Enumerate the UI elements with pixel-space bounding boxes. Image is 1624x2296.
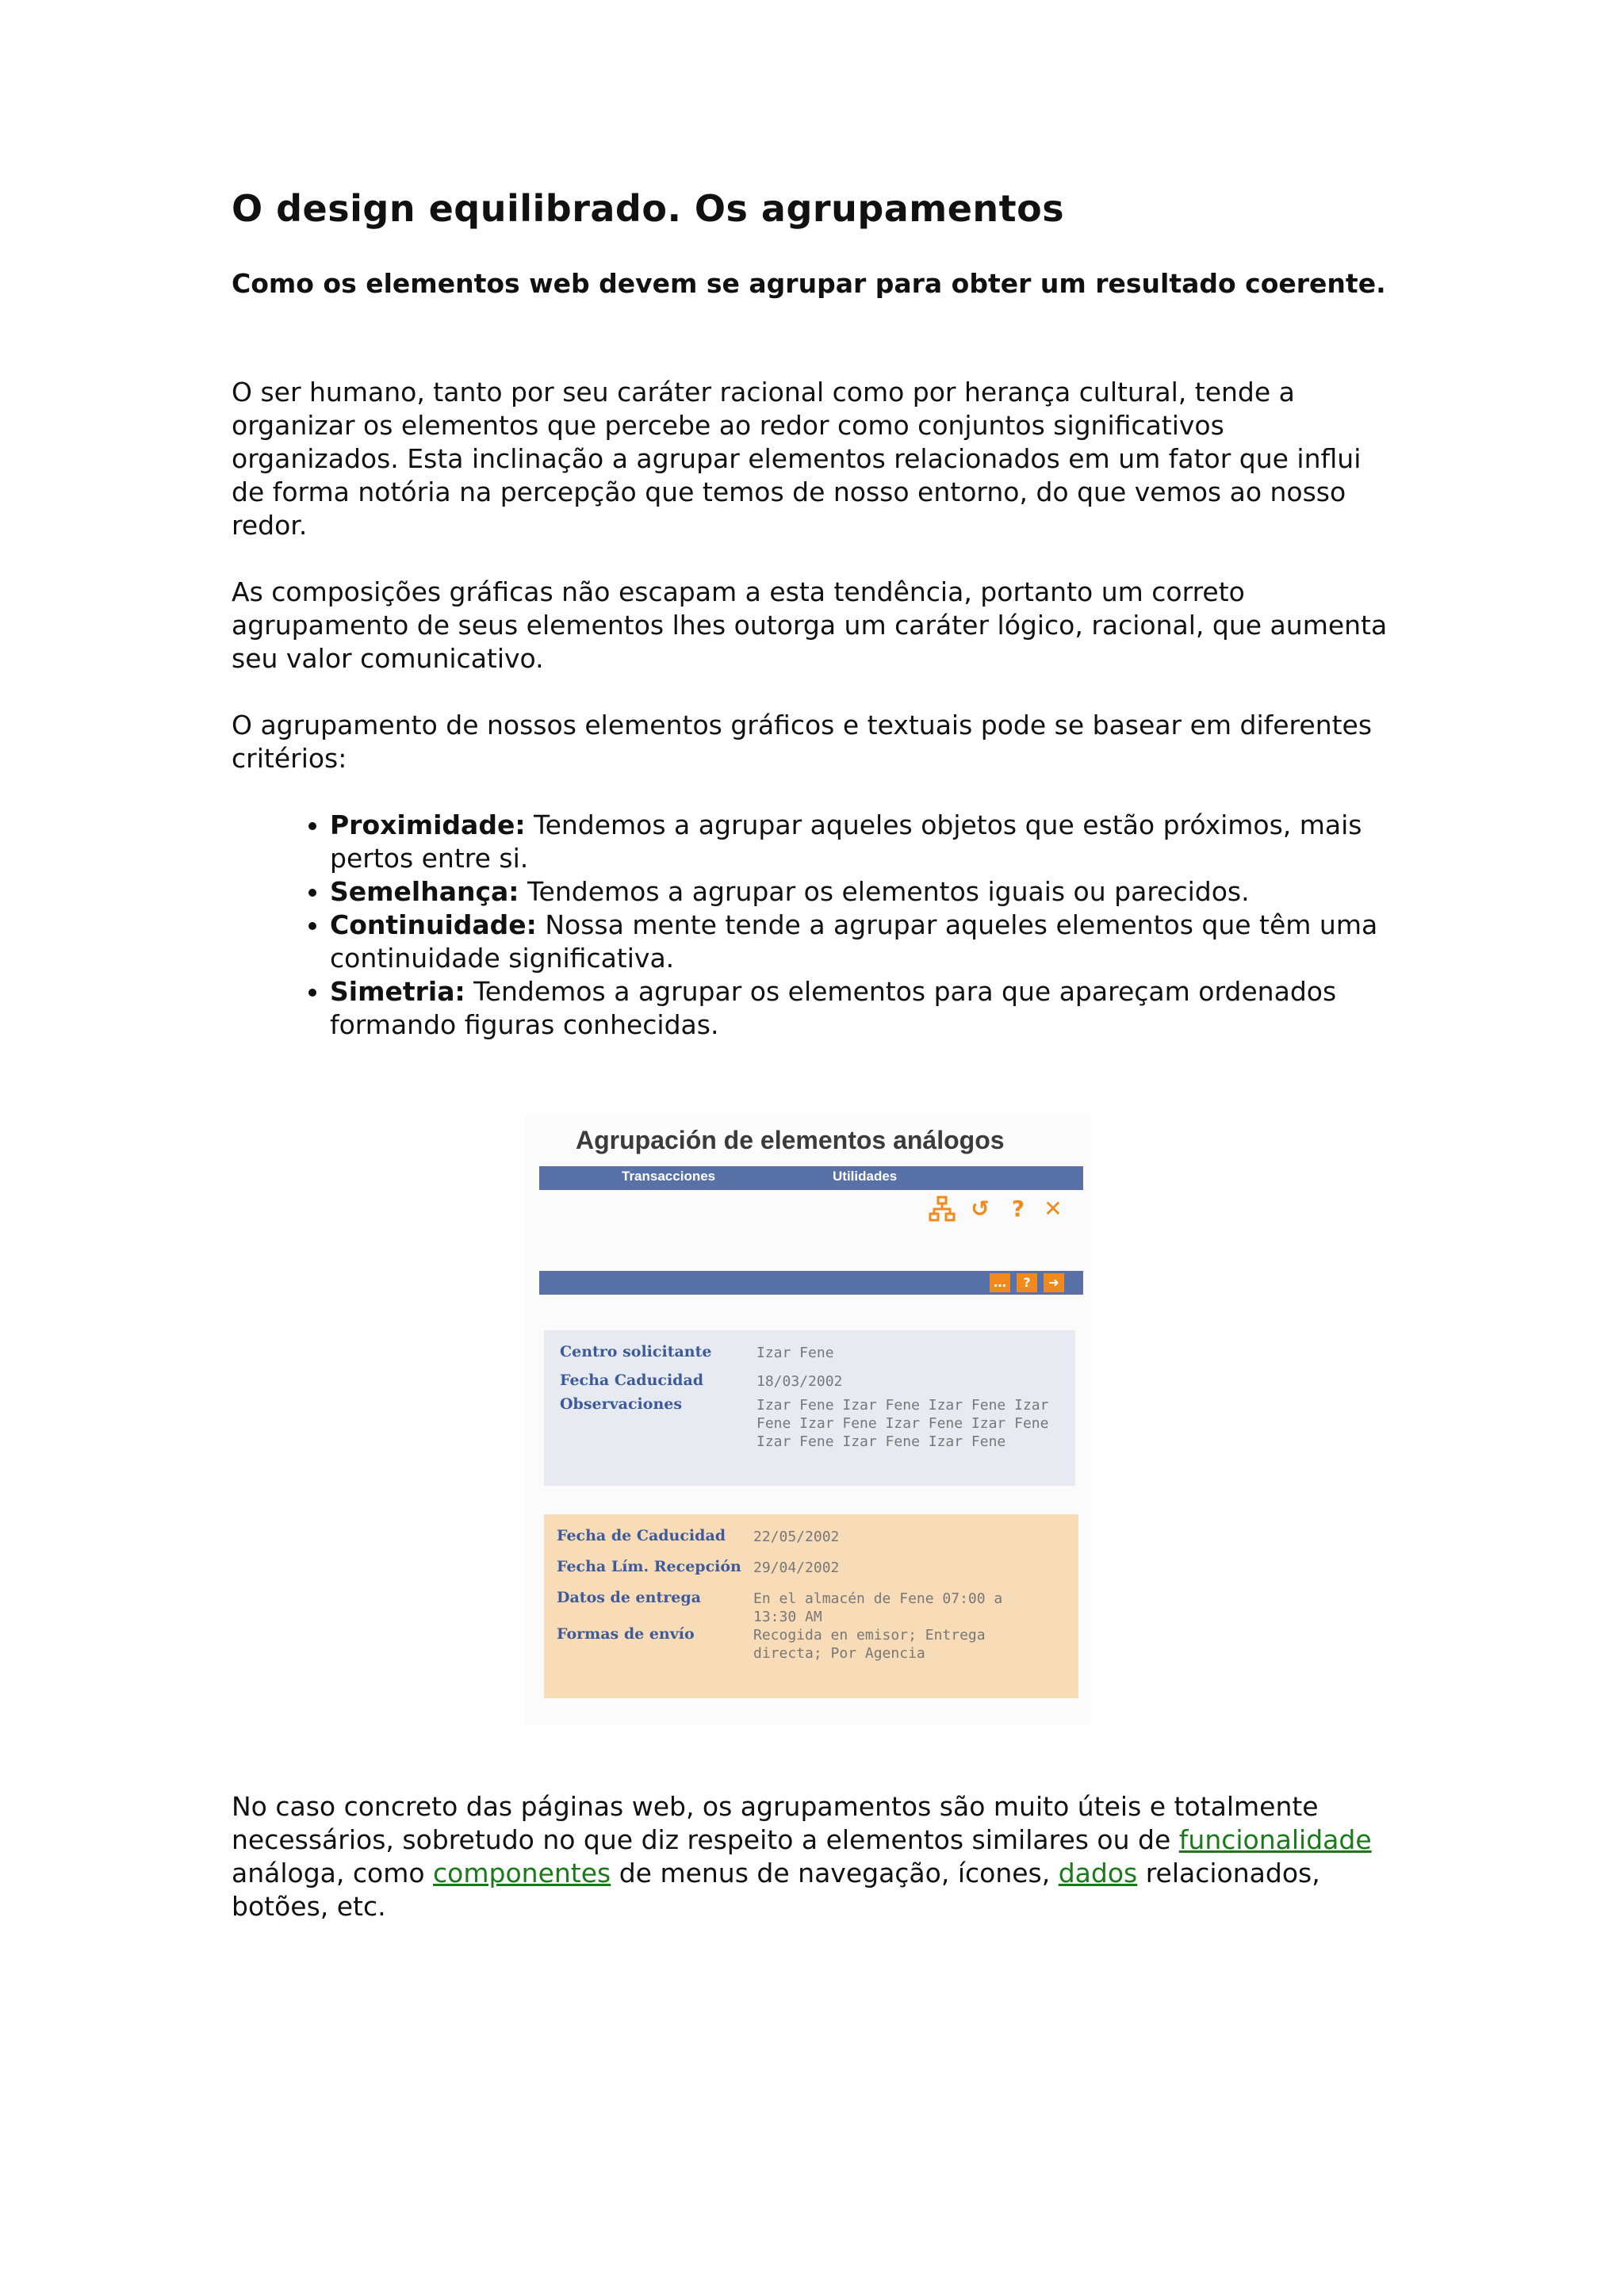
list-item: [330, 809, 1397, 875]
closing-text: análoga, como: [232, 1858, 434, 1888]
criterion-text: Tendemos a agrupar aqueles objetos que estão próximos, mais pertos entre si.: [330, 809, 1362, 874]
closing-text: No caso concreto das páginas web, os agrupamentos são muito úteis e totalmente necessários, sobretudo no que diz respeito a elementos similares ou de: [232, 1791, 1319, 1855]
field-label: Formas de envío: [557, 1625, 695, 1643]
figure-nav-bar: [539, 1166, 1083, 1190]
figure-action-bar: [539, 1271, 1083, 1295]
field-label: Fecha Lím. Recepción: [557, 1558, 741, 1575]
criterion-text: Tendemos a agrupar os elementos iguais ou parecidos.: [519, 876, 1250, 907]
figure-title: Agrupación de elementos análogos: [576, 1126, 1005, 1154]
close-icon: ✕: [1044, 1196, 1063, 1222]
criterion-text: Tendemos a agrupar os elementos para que apareçam ordenados formando figuras conhecidas.: [330, 976, 1337, 1040]
page-subtitle: Como os elementos web devem se agrupar para obter um resultado coerente.: [232, 268, 1386, 299]
criterion-text: Nossa mente tende a agrupar aqueles elementos que têm uma continuidade significativa.: [330, 909, 1378, 974]
link-dados[interactable]: dados: [1058, 1858, 1138, 1888]
list-item: [330, 975, 1397, 1042]
field-value: 22/05/2002: [753, 1529, 840, 1545]
nav-item-utilidades: Utilidades: [833, 1169, 898, 1184]
comment-icon: …: [990, 1273, 1010, 1292]
request-panel: [544, 1330, 1075, 1486]
list-item: [330, 875, 1397, 909]
link-componentes[interactable]: componentes: [433, 1858, 611, 1888]
criterion-term: Continuidade:: [330, 909, 537, 940]
field-label: Fecha Caducidad: [560, 1372, 704, 1389]
nav-item-transacciones: Transacciones: [622, 1169, 716, 1184]
field-label: Fecha de Caducidad: [557, 1527, 726, 1544]
page-title: O design equilibrado. Os agrupamentos: [232, 187, 1065, 230]
closing-text: relacionados, botões, etc.: [232, 1858, 1320, 1922]
paragraph: O ser humano, tanto por seu caráter racional como por herança cultural, tende a organizar os elementos que percebe ao redor como conjuntos significativos organizados. Esta inclinação a agrupar elementos relacionados em um fator que influi de forma notória na percepção que temos de nosso entorno, do que vemos ao nosso redor.: [232, 377, 1362, 541]
sitemap-icon: [928, 1195, 956, 1223]
criteria-list: [232, 809, 1397, 1042]
help-icon: ?: [1017, 1273, 1037, 1292]
criterion-term: Proximidade:: [330, 809, 526, 840]
criterion-term: Simetria:: [330, 976, 465, 1007]
closing-paragraph: [232, 1790, 1397, 1923]
criterion-term: Semelhança:: [330, 876, 519, 907]
field-label: Centro solicitante: [560, 1343, 712, 1360]
field-value: 29/04/2002: [753, 1559, 840, 1576]
delivery-panel: [544, 1514, 1078, 1698]
field-value: 18/03/2002: [756, 1373, 843, 1390]
arrow-icon: ➜: [1044, 1273, 1064, 1292]
link-funcionalidade[interactable]: funcionalidade: [1178, 1824, 1372, 1855]
list-item: [330, 909, 1397, 975]
field-value: Izar Fene: [756, 1345, 834, 1361]
refresh-icon: ↺: [971, 1196, 990, 1222]
field-label: Observaciones: [560, 1395, 683, 1413]
field-label: Datos de entrega: [557, 1589, 701, 1606]
paragraph: O agrupamento de nossos elementos gráficos e textuais pode se basear em diferentes critérios:: [232, 710, 1373, 774]
article: [232, 187, 1397, 1042]
example-figure: [525, 1114, 1091, 1724]
help-icon: ?: [1011, 1196, 1025, 1222]
field-value: Izar Fene Izar Fene Izar Fene Izar Fene Izar Fene Izar Fene Izar Fene Izar Fene Izar Fene Izar Fene: [756, 1397, 1049, 1450]
field-value: Recogida en emisor; Entrega directa; Por Agencia: [753, 1627, 986, 1662]
paragraph: As composições gráficas não escapam a esta tendência, portanto um correto agrupamento de seus elementos lhes outorga um caráter lógico, racional, que aumenta seu valor comunicativo.: [232, 576, 1388, 674]
field-value: En el almacén de Fene 07:00 a 13:30 AM: [753, 1590, 1003, 1625]
closing-text: de menus de navegação, ícones,: [611, 1858, 1059, 1888]
